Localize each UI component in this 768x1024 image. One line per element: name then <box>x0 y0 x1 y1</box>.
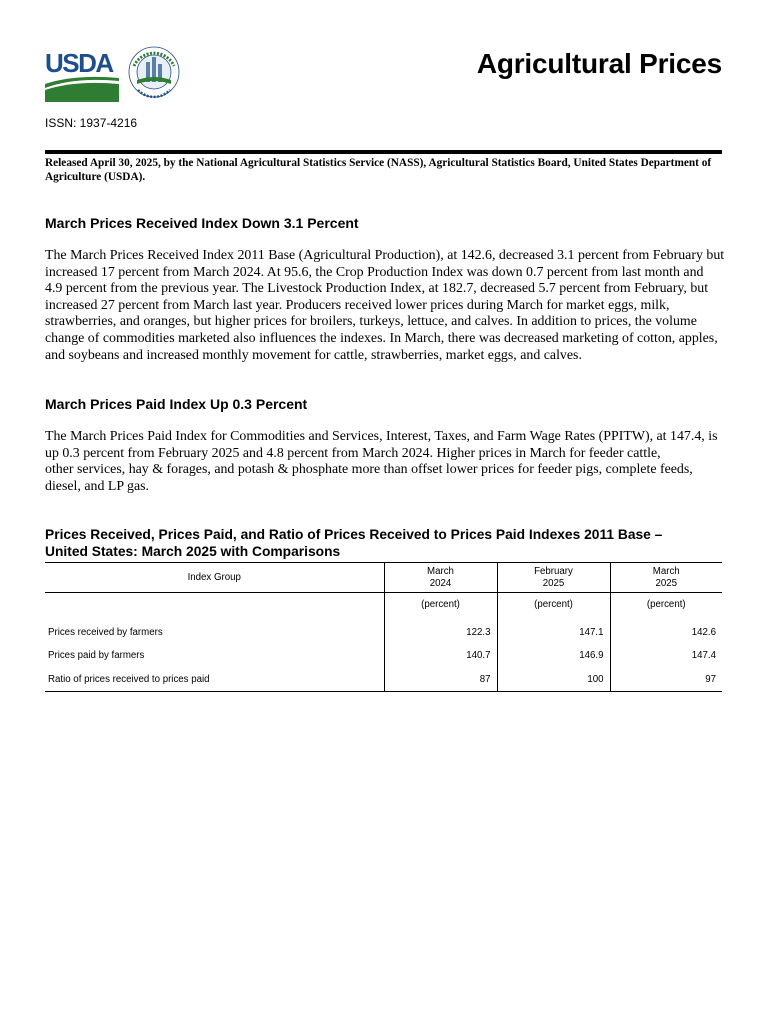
section-heading-prices-paid: March Prices Paid Index Up 0.3 Percent <box>45 396 308 412</box>
value-cell: 122.3 <box>384 621 497 645</box>
paragraph-prices-received <box>45 248 725 364</box>
column-header-month: February <box>534 565 573 577</box>
table-row <box>45 668 722 692</box>
column-header-march-2024 <box>384 563 497 593</box>
value-cell: 87 <box>384 668 497 692</box>
row-label: Prices received by farmers <box>48 626 163 638</box>
paragraph-line: increased 17 percent from March 2024. At 95.6, the Crop Production Index was down 0.7 percent from last month and <box>45 264 704 280</box>
table-title-line: Prices Received, Prices Paid, and Ratio of Prices Received to Prices Paid Indexes 2011 Base – <box>45 527 663 542</box>
usda-logo <box>45 48 119 102</box>
row-label: Ratio of prices received to prices paid <box>45 668 384 692</box>
value-cell: 147.1 <box>497 621 610 645</box>
table-title-line: United States: March 2025 with Comparisons <box>45 543 341 559</box>
unit-cell: (percent) <box>610 593 722 621</box>
table-row <box>45 621 722 645</box>
value-cell: 97 <box>610 668 722 692</box>
value-cell: 100 <box>497 668 610 692</box>
column-header-month: March <box>652 565 680 577</box>
paragraph-line: up 0.3 percent from February 2025 and 4.8 percent from March 2024. Higher prices in March for feeder cattle, <box>45 445 661 461</box>
section-heading-prices-received: March Prices Received Index Down 3.1 Percent <box>45 215 359 231</box>
table-row <box>45 644 722 668</box>
column-header-march-2025 <box>610 563 722 593</box>
paragraph-line: The March Prices Received Index 2011 Base (Agricultural Production), at 142.6, decreased 3.1 percent from February but <box>45 248 725 263</box>
paragraph-prices-paid <box>45 429 725 495</box>
usda-logo-text: USDA <box>45 48 113 78</box>
column-header-month: March <box>427 565 454 577</box>
paragraph-line: increased 27 percent from March last year. Producers received lower prices during March for market eggs, milk, <box>45 297 670 313</box>
paragraph-line: diesel, and LP gas. <box>45 478 150 494</box>
paragraph-line: and soybeans and increased monthly movement for cattle, strawberries, market eggs, and calves. <box>45 347 582 363</box>
paragraph-line: strawberries, and oranges, but higher prices for broilers, turkeys, lettuce, and calves. In addition to prices, the volume <box>45 314 697 330</box>
value-cell: 147.4 <box>610 644 722 668</box>
unit-cell: (percent) <box>497 593 610 621</box>
release-note: Released April 30, 2025, by the National Agricultural Statistics Service (NASS), Agricultural Statistics Board, United States Department of Agriculture (USDA). <box>45 157 712 183</box>
row-label: Prices paid by farmers <box>48 650 145 662</box>
document-title: Agricultural Prices <box>476 48 722 79</box>
value-cell: 142.6 <box>610 621 722 645</box>
paragraph-line: 4.9 percent from the previous year. The Livestock Production Index, at 182.7, decreased 5.7 percent from February, but <box>45 281 709 297</box>
table-title <box>45 527 662 560</box>
agriculture-counts-logo <box>126 44 182 102</box>
index-table <box>45 562 722 692</box>
paragraph-line: other services, hay & forages, and potash & phosphate more than offset lower prices for feeder pigs, complete feeds, <box>45 462 693 478</box>
unit-cell: (percent) <box>384 593 497 621</box>
table-header-row <box>45 563 722 593</box>
column-header-february-2025 <box>497 563 610 593</box>
column-header-index-group: Index Group <box>45 563 384 593</box>
issn-number: ISSN: 1937-4216 <box>45 116 138 130</box>
paragraph-line: change of commodities marketed also influences the indexes. In March, there was decreased marketing of cotton, apples, <box>45 330 718 346</box>
column-header-year: 2024 <box>429 577 452 589</box>
column-header-year: 2025 <box>655 577 678 589</box>
column-header-year: 2025 <box>542 577 565 589</box>
value-cell: 146.9 <box>497 644 610 668</box>
table-unit-row <box>45 593 722 621</box>
paragraph-line: The March Prices Paid Index for Commodities and Services, Interest, Taxes, and Farm Wage Rates (PPITW), at 147.4, is <box>45 429 718 444</box>
table-cell <box>45 593 384 621</box>
value-cell: 140.7 <box>384 644 497 668</box>
header-divider <box>45 150 722 154</box>
